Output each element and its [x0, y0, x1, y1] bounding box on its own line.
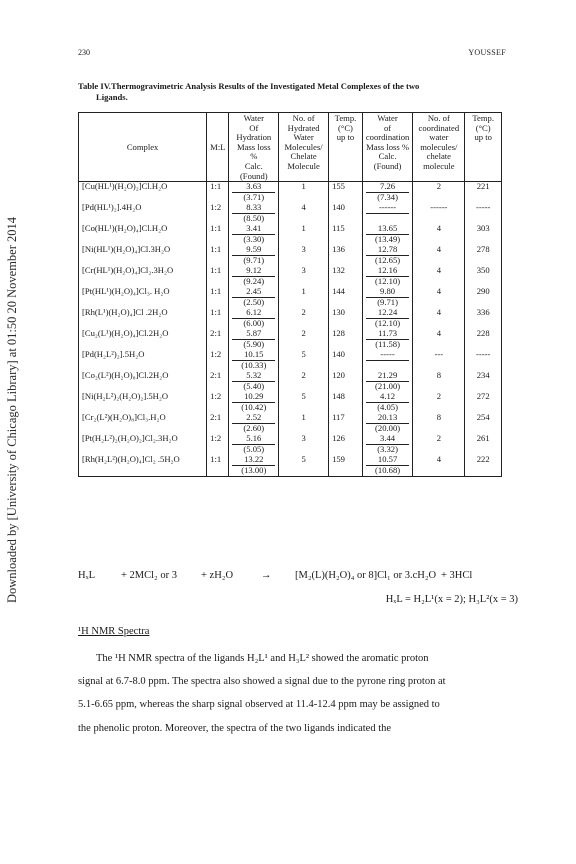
header-line: Hydration — [236, 132, 272, 143]
cell-ratio: 1:1 — [207, 224, 229, 245]
cell-hydration-loss — [229, 413, 279, 434]
cell-complex: [Pt(HL¹)(H₂O)₄]Cl₃. H₂O — [79, 287, 207, 308]
header-line: Calc. — [244, 160, 263, 171]
header-line: Hydrated — [287, 122, 320, 133]
table-row — [79, 182, 502, 204]
cell-coordinated-count: 4 — [413, 266, 465, 287]
cell-temp-2: ----- — [465, 203, 502, 224]
cell-hydration-loss — [229, 287, 279, 308]
cell-coordination-loss — [362, 329, 412, 350]
paragraph-line: the phenolic proton. Moreover, the spectra of the two ligands indicated the — [78, 722, 392, 734]
cell-coordination-loss — [362, 287, 412, 308]
cell-temp-2: 303 — [465, 224, 502, 245]
header-line: Mass loss % — [236, 141, 271, 162]
found-value: (2.60) — [243, 423, 265, 434]
found-value: (11.58) — [375, 339, 400, 350]
table-caption — [78, 81, 518, 103]
cell-coordinated-count: 8 — [413, 371, 465, 392]
cell-coordinated-count: 2 — [413, 182, 465, 204]
cell-coordinated-count: 4 — [413, 308, 465, 329]
header-line: Calc. — [378, 151, 397, 162]
calc-value: 10.57 — [366, 455, 409, 466]
table-row — [79, 455, 502, 477]
cell-hydration-loss — [229, 308, 279, 329]
table-row — [79, 350, 502, 371]
cell-coordinated-count: 4 — [413, 245, 465, 266]
cell-temp-1: 159 — [329, 455, 363, 477]
cell-temp-1: 144 — [329, 287, 363, 308]
cell-temp-1: 117 — [329, 413, 363, 434]
header-line: water — [429, 132, 449, 143]
cell-coordination-loss — [362, 203, 412, 224]
cell-complex: [Cu₂(L¹)(H₂O)₄]Cl.2H₂O — [79, 329, 207, 350]
cell-ratio: 1:2 — [207, 392, 229, 413]
calc-value: 9.12 — [232, 266, 275, 277]
header-line: (°C) — [338, 122, 353, 133]
table-row — [79, 371, 502, 392]
cell-coordinated-count: --- — [413, 350, 465, 371]
cell-complex: [Cr₂(L²)(H₂O)₈]Cl₃.H₂O — [79, 413, 207, 434]
found-value: (12.65) — [375, 255, 401, 266]
cell-coordination-loss — [362, 245, 412, 266]
eq-water: + zH₂O — [201, 570, 234, 581]
cell-temp-1: 155 — [329, 182, 363, 204]
cell-hydrated-count: 1 — [279, 287, 329, 308]
calc-value: 9.59 — [232, 245, 275, 256]
cell-complex: [Co₂(L²)(H₂O)₈]Cl.2H₂O — [79, 371, 207, 392]
cell-ratio: 1:1 — [207, 287, 229, 308]
cell-coordination-loss — [362, 455, 412, 477]
cell-coordinated-count: 4 — [413, 329, 465, 350]
cell-coordination-loss — [362, 371, 412, 392]
cell-complex: [Rh(H₂L²)(H₂O)₄]Cl₂ .5H₂O — [79, 455, 207, 477]
cell-temp-1: 120 — [329, 371, 363, 392]
cell-complex: [Rh(L¹)(H₂O)₄]Cl .2H₂O — [79, 308, 207, 329]
calc-value: 5.16 — [232, 434, 275, 445]
cell-temp-2: 228 — [465, 329, 502, 350]
cell-hydrated-count: 5 — [279, 350, 329, 371]
header-line: Mass loss % — [366, 141, 410, 152]
table-header-row — [79, 113, 502, 182]
cell-hydration-loss — [229, 266, 279, 287]
cell-complex: [Ni(HL¹)(H₂O)₄]Cl.3H₂O — [79, 245, 207, 266]
cell-hydration-loss — [229, 182, 279, 204]
header-line: No. of — [427, 113, 450, 123]
calc-value: 12.78 — [366, 245, 409, 256]
cell-complex: [Pt(H₂L²)₂(H₂O)₂]Cl₂.3H₂O — [79, 434, 207, 455]
cell-coordination-loss — [362, 266, 412, 287]
found-value: (8.50) — [243, 213, 265, 224]
calc-value: 10.15 — [232, 350, 275, 361]
nmr-paragraph — [78, 647, 518, 740]
cell-temp-2: 336 — [465, 308, 502, 329]
found-value: (13.00) — [241, 465, 267, 476]
found-value: (10.42) — [241, 402, 267, 413]
cell-ratio: 1:2 — [207, 203, 229, 224]
eq-hcl: + 3HCl — [441, 570, 473, 581]
calc-value: 12.16 — [366, 266, 409, 277]
cell-coordinated-count: ------ — [413, 203, 465, 224]
table-row — [79, 266, 502, 287]
col-header-complex: Complex — [79, 113, 207, 182]
header-line: Temp. — [472, 113, 494, 123]
cell-coordinated-count: 2 — [413, 392, 465, 413]
table-caption-line2: Ligands. — [96, 92, 128, 102]
table-row — [79, 434, 502, 455]
cell-temp-2: 278 — [465, 245, 502, 266]
header-line: coordinated — [418, 122, 460, 133]
cell-temp-2: 222 — [465, 455, 502, 477]
cell-temp-1: 128 — [329, 329, 363, 350]
calc-value: 3.63 — [232, 182, 275, 193]
cell-hydrated-count: 3 — [279, 266, 329, 287]
cell-temp-1: 148 — [329, 392, 363, 413]
cell-hydration-loss — [229, 203, 279, 224]
cell-ratio: 2:1 — [207, 329, 229, 350]
calc-value: 9.80 — [366, 287, 409, 298]
cell-hydration-loss — [229, 371, 279, 392]
header-line: Water — [293, 132, 314, 143]
calc-value: 10.29 — [232, 392, 275, 403]
found-value: (12.10) — [375, 318, 401, 329]
cell-complex: [Co(HL¹)(H₂O)₄]Cl.H₂O — [79, 224, 207, 245]
col-header-temp-2 — [465, 113, 502, 182]
found-value: (2.50) — [243, 297, 265, 308]
cell-temp-1: 140 — [329, 203, 363, 224]
cell-ratio: 2:1 — [207, 371, 229, 392]
cell-hydration-loss — [229, 455, 279, 477]
eq-ligand: HₓL — [78, 570, 96, 581]
table-row — [79, 329, 502, 350]
found-value: (7.34) — [377, 192, 398, 203]
cell-hydrated-count: 2 — [279, 329, 329, 350]
cell-ratio: 1:1 — [207, 455, 229, 477]
header-line: coordination — [365, 132, 410, 143]
cell-coordinated-count: 4 — [413, 224, 465, 245]
calc-value: 6.12 — [232, 308, 275, 319]
cell-temp-2: 261 — [465, 434, 502, 455]
cell-ratio: 1:2 — [207, 434, 229, 455]
calc-value: 11.73 — [366, 329, 409, 340]
cell-hydrated-count: 4 — [279, 203, 329, 224]
cell-ratio: 1:1 — [207, 308, 229, 329]
header-line: Of — [249, 122, 259, 133]
cell-coordination-loss — [362, 413, 412, 434]
found-value: (3.71) — [243, 192, 265, 203]
table-row — [79, 245, 502, 266]
cell-hydrated-count: 2 — [279, 308, 329, 329]
ligand-definition: HₓL = H₂L¹(x = 2); H₃L²(x = 3) — [385, 594, 518, 605]
found-value: (12.10) — [375, 276, 401, 287]
table-row — [79, 287, 502, 308]
cell-temp-1: 130 — [329, 308, 363, 329]
calc-value: 2.52 — [232, 413, 275, 424]
cell-hydration-loss — [229, 224, 279, 245]
calc-value: 5.32 — [232, 371, 275, 382]
col-header-hydration-loss — [229, 113, 279, 182]
found-value: (9.24) — [243, 276, 265, 287]
paragraph-line: 5.1-6.65 ppm, whereas the sharp signal observed at 11.4-12.4 ppm may be assigned to — [78, 699, 440, 711]
calc-value: 7.26 — [366, 182, 409, 193]
eq-metal-salt: + 2MCl₂ or 3 — [121, 570, 177, 581]
header-line: No. of — [292, 113, 315, 123]
header-line: Temp. — [334, 113, 357, 123]
cell-ratio: 1:2 — [207, 350, 229, 371]
table-caption-line1: Table IV.Thermogravimetric Analysis Results of the Investigated Metal Complexes of the two — [78, 81, 420, 91]
calc-value: 3.41 — [232, 224, 275, 235]
header-line: up to — [474, 132, 492, 143]
header-line: Water — [377, 113, 398, 123]
eq-arrow: → — [261, 570, 272, 581]
col-header-hydrated-count — [279, 113, 329, 182]
cell-temp-1: 136 — [329, 245, 363, 266]
found-value: (5.90) — [243, 339, 265, 350]
col-header-coordination-loss — [362, 113, 412, 182]
calc-value: 13.65 — [366, 224, 409, 235]
table-row — [79, 203, 502, 224]
paragraph-line: signal at 6.7-8.0 ppm. The spectra also showed a signal due to the pyrone ring proton at — [78, 676, 446, 688]
cell-complex: [Cr(HL¹)(H₂O)₄]Cl₂.3H₂O — [79, 266, 207, 287]
header-line: Molecule — [287, 160, 320, 171]
cell-ratio: 1:1 — [207, 245, 229, 266]
cell-hydrated-count: 2 — [279, 371, 329, 392]
cell-temp-2: 350 — [465, 266, 502, 287]
cell-hydrated-count: 1 — [279, 224, 329, 245]
found-value: (3.30) — [243, 234, 265, 245]
cell-hydrated-count: 3 — [279, 434, 329, 455]
cell-temp-1: 126 — [329, 434, 363, 455]
header-line: molecules/ — [420, 141, 458, 152]
cell-hydrated-count: 1 — [279, 413, 329, 434]
cell-hydration-loss — [229, 245, 279, 266]
found-value: (9.71) — [243, 255, 265, 266]
cell-ratio: 2:1 — [207, 413, 229, 434]
paragraph-line: The ¹H NMR spectra of the ligands H₂L¹ and H₃L² showed the aromatic proton — [96, 653, 429, 664]
cell-hydration-loss — [229, 392, 279, 413]
header-line: up to — [336, 132, 355, 143]
cell-complex: [Cu(HL¹)(H₂O)₂]Cl.H₂O — [79, 182, 207, 204]
found-value: (10.68) — [375, 465, 401, 476]
cell-temp-2: ----- — [465, 350, 502, 371]
cell-hydration-loss — [229, 350, 279, 371]
cell-temp-1: 132 — [329, 266, 363, 287]
calc-value: 8.33 — [232, 203, 275, 214]
found-value: (9.71) — [377, 297, 398, 308]
cell-temp-1: 140 — [329, 350, 363, 371]
cell-coordination-loss — [362, 182, 412, 204]
calc-value: 5.87 — [232, 329, 275, 340]
tga-results-table — [78, 112, 502, 477]
found-value: (20.00) — [375, 423, 401, 434]
header-line: (°C) — [475, 122, 491, 133]
download-watermark: Downloaded by [University of Chicago Library] at 01:50 20 November 2014 — [5, 216, 19, 604]
table-row — [79, 224, 502, 245]
cell-coordination-loss — [362, 350, 412, 371]
cell-hydrated-count: 3 — [279, 245, 329, 266]
header-line: chelate — [426, 151, 451, 162]
found-value: (3.32) — [377, 444, 398, 455]
header-line: (Found) — [239, 170, 268, 181]
calc-value: 3.44 — [366, 434, 409, 445]
cell-coordination-loss — [362, 434, 412, 455]
section-heading-nmr: ¹H NMR Spectra — [78, 626, 150, 637]
cell-coordinated-count: 8 — [413, 413, 465, 434]
cell-hydrated-count: 5 — [279, 392, 329, 413]
calc-value: 12.24 — [366, 308, 409, 319]
header-line: Molecules/ — [284, 141, 323, 152]
found-value: (6.00) — [243, 318, 265, 329]
cell-hydrated-count: 5 — [279, 455, 329, 477]
cell-hydration-loss — [229, 329, 279, 350]
header-line: of — [383, 122, 392, 133]
cell-ratio: 1:1 — [207, 266, 229, 287]
cell-temp-2: 254 — [465, 413, 502, 434]
header-line: (Found) — [373, 160, 402, 171]
cell-complex: [Ni(H₂L²)₂(H₂O)₂].5H₂O — [79, 392, 207, 413]
cell-temp-2: 272 — [465, 392, 502, 413]
cell-coordination-loss — [362, 224, 412, 245]
calc-value: 4.12 — [366, 392, 409, 403]
header-line: Chelate — [290, 151, 317, 162]
found-value: (4.05) — [377, 402, 398, 413]
cell-coordinated-count: 4 — [413, 455, 465, 477]
cell-coordinated-count: 4 — [413, 287, 465, 308]
header-line: Water — [243, 113, 264, 123]
cell-hydration-loss — [229, 434, 279, 455]
found-value: (21.00) — [375, 381, 401, 392]
cell-ratio: 1:1 — [207, 182, 229, 204]
table-row — [79, 392, 502, 413]
calc-value: 13.22 — [232, 455, 275, 466]
cell-temp-1: 115 — [329, 224, 363, 245]
calc-value: ----- — [366, 350, 409, 361]
calc-value: 20.13 — [366, 413, 409, 424]
table-row — [79, 413, 502, 434]
found-value: (5.05) — [243, 444, 265, 455]
page-number: 230 — [78, 48, 90, 57]
calc-value: 2.45 — [232, 287, 275, 298]
header-line: molecule — [423, 160, 455, 171]
calc-value: ------ — [366, 203, 409, 214]
running-header-author: YOUSSEF — [468, 48, 506, 57]
cell-coordinated-count: 2 — [413, 434, 465, 455]
col-header-ratio: M:L — [207, 113, 229, 182]
cell-temp-2: 234 — [465, 371, 502, 392]
found-value: (10.33) — [241, 360, 267, 371]
cell-coordination-loss — [362, 308, 412, 329]
cell-temp-2: 290 — [465, 287, 502, 308]
calc-value: 21.29 — [366, 371, 409, 382]
col-header-coordinated-count — [413, 113, 465, 182]
table-row — [79, 308, 502, 329]
eq-product: [M₂(L)(H₂O)₄ or 8]Cl₁ or 3.cH₂O — [295, 570, 437, 581]
found-value: (5.40) — [243, 381, 265, 392]
cell-complex: [Pd(H₂L²)₂].5H₂O — [79, 350, 207, 371]
cell-complex: [Pd(HL¹)₂].4H₂O — [79, 203, 207, 224]
cell-coordination-loss — [362, 392, 412, 413]
col-header-temp-1 — [329, 113, 363, 182]
cell-hydrated-count: 1 — [279, 182, 329, 204]
found-value: (13.49) — [375, 234, 401, 245]
cell-temp-2: 221 — [465, 182, 502, 204]
